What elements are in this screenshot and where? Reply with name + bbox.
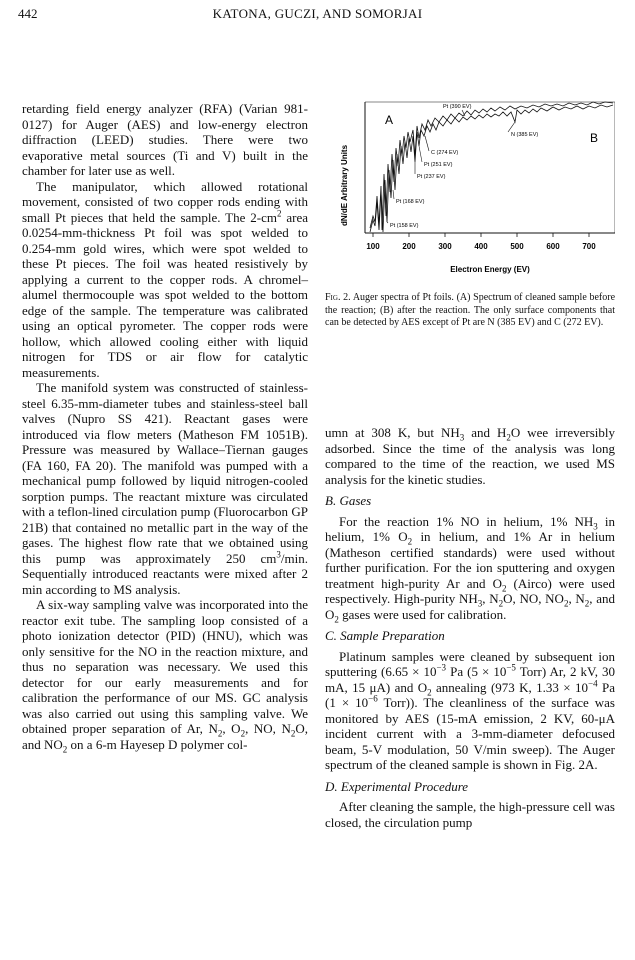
right-column-paragraph: After cleaning the sample, the high-pressure cell was closed, the circulation pump (325, 799, 615, 830)
left-column (22, 101, 309, 755)
caption-label: Fig. 2. (325, 292, 351, 303)
left-column-paragraph: A six-way sampling valve was incorporated into the reactor exit tube. The sampling loop consisted of a photo ionization detector (PID) (HNU), which was only sensitive for the NO in the reaction mixture, and thus no separation was necessary. We used this detector for our early measurements and for calibration the performance of our MS. GC analysis was also carried out using this sampling valve. We obtained proper separation of Ar, $N_2$, $O_2$, NO, $N_2O$, and $NO_2$ on a 6-m Hayesep D polymer col- (22, 597, 309, 755)
x-tick-label: 400 (474, 242, 488, 251)
x-tick-label: 500 (510, 242, 524, 251)
right-column-paragraph: For the reaction 1% NO in helium, 1% $NH_3$ in helium, 1% $O_2$ in helium, and 1% Ar in helium (Matheson certified standards) were used without further purification. For the ion sputtering and oxygen treatment high-purity Ar and $O_2$ (Airco) were used respectively. High-purity $NH_3$, $N_2O$, NO, $NO_2$, $N_2$, and $O_2$ gases were used for calibration. (325, 513, 616, 625)
right-column-section-heading: B. Gases (325, 493, 372, 508)
x-tick-label: 700 (582, 242, 596, 251)
left-column-paragraph: The manipulator, which allowed rotational movement, consisted of two copper rods ending with small Pt pieces that held the sample. The $2-cm^2$ area 0.0254-mm-thickness Pt foil was spot welded to 0.254-mm gold wires, which were spot welded to these Pt pieces. The foil was heated resistively by applying a current to the copper rods. A chromel–alumel thermocouple was spot welded to the bottom edge of the sample. The temperature was calibrated using an optical pyrometer. The copper rods were hollow, which allowed cooling either with liquid nitrogen for TDS or air flow for catalytic measurements. (22, 178, 308, 380)
left-column-paragraph: retarding field energy analyzer (RFA) (Varian 981-0127) for Auger (AES) and low-energy electron diffraction (LEED) studies. There were two evaporative metal sources (Ti and V) built in the chamber for later use as well. (22, 101, 308, 178)
peak-label-pt-251: Pt (251 EV) (424, 162, 453, 168)
right-column (325, 425, 615, 830)
panel-b-label: B (590, 131, 599, 145)
right-column-section-heading: C. Sample Preparation (325, 628, 445, 643)
auger-spectrum-chart (325, 96, 615, 296)
peak-label-pt-237: Pt (237 EV) (417, 174, 446, 180)
right-column-section-heading: D. Experimental Procedure (325, 778, 469, 794)
page-number: 442 (18, 6, 38, 21)
spectrum-a-line (370, 102, 613, 230)
peak-label-pt-168: Pt (168 EV) (396, 199, 425, 205)
y-axis-label: dN/dE Arbitrary Units (340, 144, 349, 226)
x-tick-label: 600 (546, 242, 560, 251)
figure-caption (325, 292, 615, 330)
spectrum-b-line (370, 105, 613, 232)
x-tick-label: 200 (402, 242, 416, 251)
peak-label-n-385: N (385 EV) (511, 132, 539, 138)
left-column-paragraph: The manifold system was constructed of stainless-steel 6.35-mm-diameter tubes and stainless-steel ball valves (Nupro SS 421). Reactant gases were introduced via flow meters (Matheson FM 1051B). Pressure was measured by Wallace–Tiernan gauges (FA 160, FA 20). The manifold was pumped with a mechanical pump followed by liquid nitrogen-cooled sorption pumps. The reactant mixture was circulated with a teflon-lined circulation pump (Fluorocarbon GP 21B) that contained no metallic part in the way of the gases. The highest flow rate that we obtained using this pump was approximately 250 $cm^3/\min$. Sequentially introduced reactants were mixed after 2 min according to MS analysis. (22, 380, 308, 597)
running-head: KATONA, GUCZI, AND SOMORJAI (212, 6, 423, 21)
right-column-paragraph: Platinum samples were cleaned by subsequent ion sputtering ($6.65 \times 10^{-3}$ Pa ($5 \times 10^{-5}$ Torr) Ar, 2 kV, 30 mA, 15 μA) and $O_2$ annealing (973 K, $1.33 \times 10^{-4}$ Pa ($1 \times 10^{-6}$ Torr)). The cleanliness of the surface was monitored by AES (15-mA emission, 2 KV, 60-μA incident current with a 3-mm-diameter defocused beam, 5-V modulation, 50 V/min sweep). The Auger spectrum of the cleaned sample is shown in Fig. 2A. (325, 648, 616, 772)
peak-label-c-274: C (274 EV) (431, 150, 459, 156)
peak-label-pt-390: Pt (390 EV) (443, 104, 472, 110)
panel-a-label: A (385, 113, 394, 127)
x-tick-label: 100 (366, 242, 380, 251)
caption-text: Auger spectra of Pt foils. (A) Spectrum of cleaned sample before the reaction; (B) after the reaction. The only surface components that can be detected by AES except of Pt are N (385 EV) and C (272 EV). (325, 292, 616, 328)
peak-label-pt-158: Pt (158 EV) (390, 223, 419, 229)
x-axis-label: Electron Energy (EV) (450, 265, 530, 274)
x-tick-label: 300 (438, 242, 452, 251)
auger-spectrum-figure (325, 96, 615, 396)
right-column-paragraph: umn at 308 K, but $NH_3$ and $H_2O$ wee irreversibly adsorbed. Since the time of the analysis was long compared to the time of the reaction, we used MS analysis for the kinetic studies. (325, 425, 615, 487)
